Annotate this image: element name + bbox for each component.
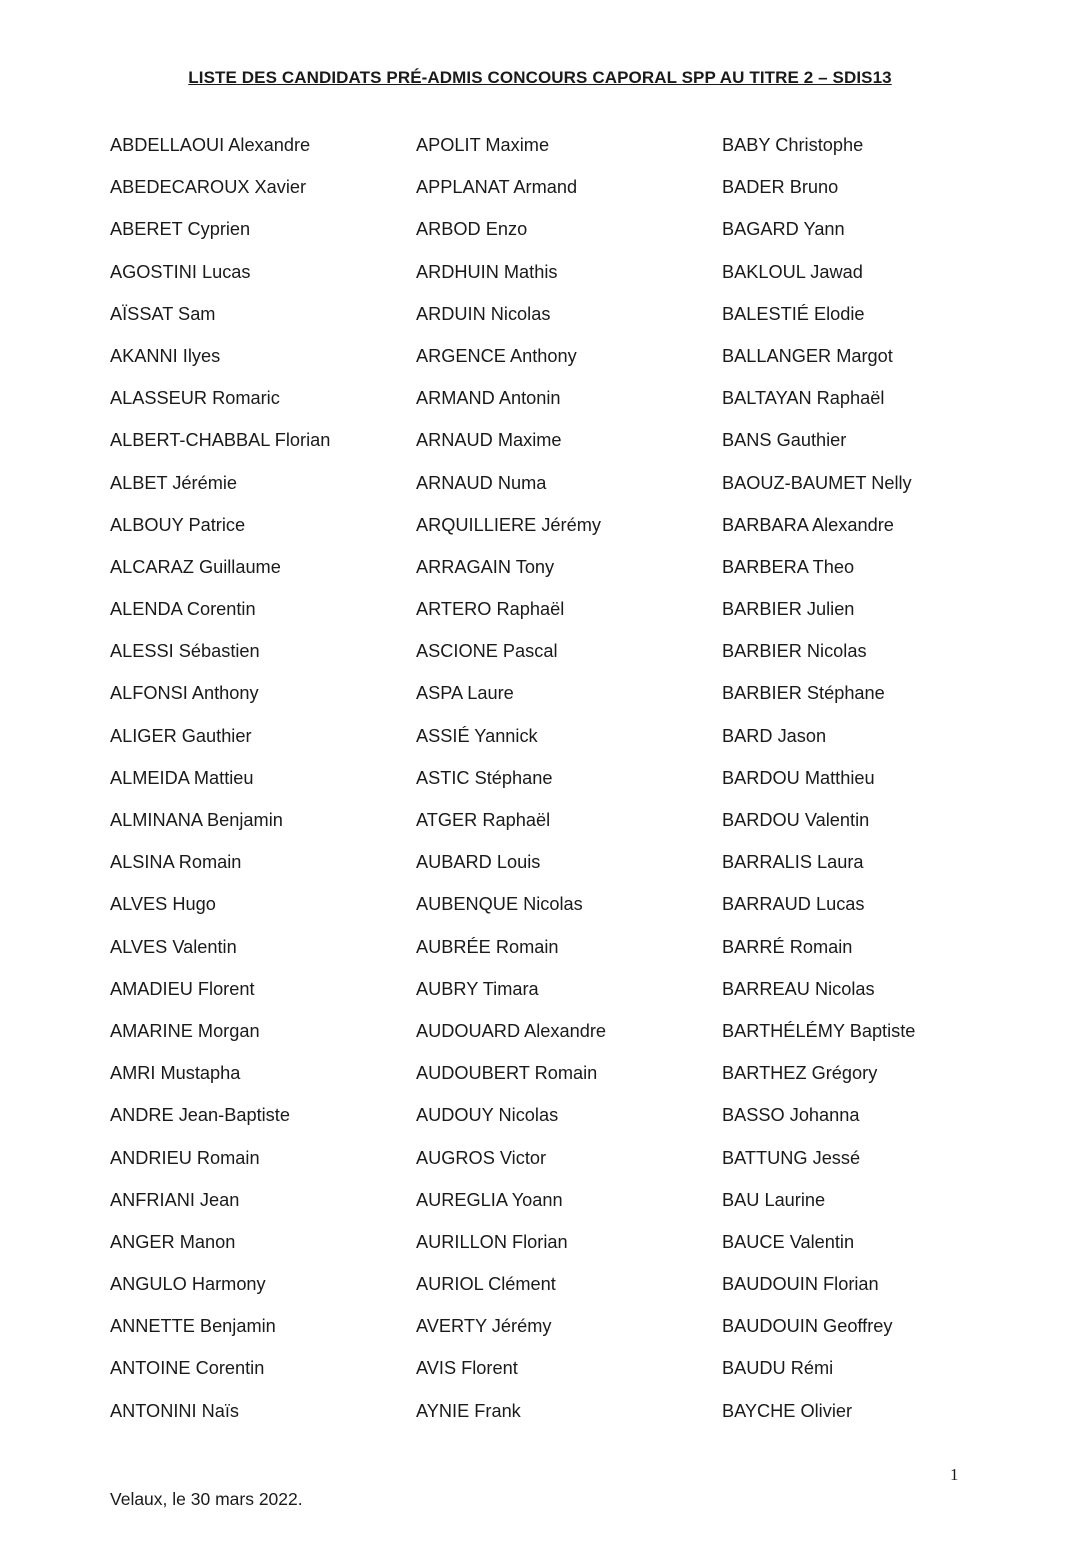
candidate-name: AMRI Mustapha bbox=[110, 1063, 241, 1084]
candidate-name: ATGER Raphaël bbox=[416, 810, 551, 830]
candidate-name: ALBET Jérémie bbox=[110, 472, 238, 493]
name-column-3 bbox=[722, 131, 1022, 1439]
candidate-name: BALESTIÉ Elodie bbox=[722, 303, 865, 324]
candidate-name: BABY Christophe bbox=[722, 135, 864, 155]
candidate-name: ANFRIANI Jean bbox=[110, 1189, 240, 1210]
candidate-name: BARREAU Nicolas bbox=[722, 978, 875, 999]
candidate-name: AUDOUY Nicolas bbox=[416, 1105, 559, 1126]
candidate-name: AUBARD Louis bbox=[416, 852, 541, 873]
candidate-name: ASPA Laure bbox=[416, 683, 514, 704]
candidate-name: ALBERT-CHABBAL Florian bbox=[110, 430, 331, 451]
candidate-name: ALESSI Sébastien bbox=[110, 641, 260, 662]
page-title: LISTE DES CANDIDATS PRÉ-ADMIS CONCOURS CAPORAL SPP AU TITRE 2 – SDIS13 bbox=[188, 68, 892, 87]
candidate-name: ALFONSI Anthony bbox=[110, 683, 259, 704]
candidate-name: AURIOL Clément bbox=[416, 1274, 556, 1295]
candidate-name: ALSINA Romain bbox=[110, 852, 242, 873]
candidate-name: ARQUILLIERE Jérémy bbox=[416, 514, 601, 535]
candidate-name: BAOUZ-BAUMET Nelly bbox=[722, 472, 912, 493]
candidate-name: BAUDOUIN Geoffrey bbox=[722, 1316, 893, 1337]
candidate-name: AUBRÉE Romain bbox=[416, 936, 559, 957]
candidate-name: AUDOUARD Alexandre bbox=[416, 1020, 607, 1041]
candidate-name: ALVES Valentin bbox=[110, 936, 237, 957]
candidate-name: BARBERA Theo bbox=[722, 556, 855, 577]
candidate-name: BARRALIS Laura bbox=[722, 852, 864, 873]
candidate-name: BARDOU Matthieu bbox=[722, 767, 875, 788]
candidate-name: BARRÉ Romain bbox=[722, 936, 853, 957]
candidate-name: BARBIER Julien bbox=[722, 599, 855, 620]
candidate-name: BARD Jason bbox=[722, 725, 827, 746]
candidate-name: AÏSSAT Sam bbox=[110, 303, 216, 324]
candidate-name: BAGARD Yann bbox=[722, 219, 845, 240]
name-column-1 bbox=[110, 131, 410, 1439]
candidate-name: BAYCHE Olivier bbox=[722, 1400, 853, 1421]
candidate-name: BALLANGER Margot bbox=[722, 345, 893, 366]
candidate-name: BARTHÉLÉMY Baptiste bbox=[722, 1020, 916, 1041]
candidate-name: ASCIONE Pascal bbox=[416, 641, 558, 662]
candidate-name: BARRAUD Lucas bbox=[722, 894, 865, 915]
candidate-name: ARNAUD Maxime bbox=[416, 430, 562, 451]
candidate-name: ALMEIDA Mattieu bbox=[110, 767, 254, 788]
candidate-name: ARGENCE Anthony bbox=[416, 345, 577, 366]
candidate-name: AMARINE Morgan bbox=[110, 1020, 260, 1041]
candidate-name: AUREGLIA Yoann bbox=[416, 1189, 563, 1210]
candidate-name: ARMAND Antonin bbox=[416, 388, 561, 409]
candidate-name: BADER Bruno bbox=[722, 177, 839, 198]
candidate-name: APPLANAT Armand bbox=[416, 177, 578, 198]
candidate-name: BAUCE Valentin bbox=[722, 1231, 855, 1252]
candidate-name: ALASSEUR Romaric bbox=[110, 388, 280, 409]
candidate-name: BARBARA Alexandre bbox=[722, 514, 894, 535]
candidate-name: ALBOUY Patrice bbox=[110, 514, 246, 535]
candidate-name: ARRAGAIN Tony bbox=[416, 556, 555, 577]
candidate-name: ABDELLAOUI Alexandre bbox=[110, 135, 311, 155]
candidate-name: BAUDOUIN Florian bbox=[722, 1274, 879, 1295]
candidate-name: BATTUNG Jessé bbox=[722, 1147, 861, 1168]
candidate-name: ALENDA Corentin bbox=[110, 599, 256, 620]
candidate-name: ARDUIN Nicolas bbox=[416, 303, 551, 324]
candidate-name: ANGER Manon bbox=[110, 1231, 236, 1252]
candidate-name: BARDOU Valentin bbox=[722, 810, 870, 830]
candidate-name: BALTAYAN Raphaël bbox=[722, 388, 885, 409]
candidate-name: AUBENQUE Nicolas bbox=[416, 894, 583, 915]
candidate-name: ANTOINE Corentin bbox=[110, 1358, 265, 1379]
candidate-name: ANDRIEU Romain bbox=[110, 1147, 260, 1168]
candidate-name: APOLIT Maxime bbox=[416, 135, 550, 155]
candidate-name: ABERET Cyprien bbox=[110, 219, 251, 240]
name-column-2 bbox=[416, 131, 716, 1439]
candidate-name: BARBIER Stéphane bbox=[722, 683, 885, 704]
candidate-name: ALVES Hugo bbox=[110, 894, 216, 915]
candidate-name: BAU Laurine bbox=[722, 1189, 826, 1210]
candidate-name: AGOSTINI Lucas bbox=[110, 261, 251, 282]
candidate-name: ANTONINI Naïs bbox=[110, 1400, 240, 1421]
candidate-name: ASTIC Stéphane bbox=[416, 767, 553, 788]
candidate-name: ARDHUIN Mathis bbox=[416, 261, 558, 282]
candidate-name: AUGROS Victor bbox=[416, 1147, 547, 1168]
candidate-name: BAUDU Rémi bbox=[722, 1358, 834, 1379]
candidate-name: ARTERO Raphaël bbox=[416, 599, 565, 620]
candidate-name: ABEDECAROUX Xavier bbox=[110, 177, 307, 198]
candidate-name: AKANNI Ilyes bbox=[110, 345, 221, 366]
candidate-name: BAKLOUL Jawad bbox=[722, 261, 863, 282]
candidate-name: BASSO Johanna bbox=[722, 1105, 860, 1126]
footer-place-date: Velaux, le 30 mars 2022. bbox=[110, 1489, 303, 1509]
candidate-name: AVERTY Jérémy bbox=[416, 1316, 552, 1337]
candidate-name: AURILLON Florian bbox=[416, 1231, 568, 1252]
candidate-name: ASSIÉ Yannick bbox=[416, 725, 538, 746]
candidate-name: ANGULO Harmony bbox=[110, 1274, 266, 1295]
candidate-name: ANDRE Jean-Baptiste bbox=[110, 1105, 290, 1126]
candidate-name: ARNAUD Numa bbox=[416, 472, 547, 493]
candidate-name: AUBRY Timara bbox=[416, 978, 539, 999]
candidate-name: AMADIEU Florent bbox=[110, 978, 255, 999]
candidate-name: ANNETTE Benjamin bbox=[110, 1316, 276, 1337]
candidate-name: BANS Gauthier bbox=[722, 430, 847, 451]
candidate-name: ARBOD Enzo bbox=[416, 219, 528, 240]
candidate-name: ALCARAZ Guillaume bbox=[110, 556, 281, 577]
page-number: 1 bbox=[950, 1465, 959, 1484]
candidate-name: AVIS Florent bbox=[416, 1358, 518, 1379]
candidate-name: BARTHEZ Grégory bbox=[722, 1063, 878, 1084]
candidate-name: BARBIER Nicolas bbox=[722, 641, 867, 662]
candidate-name: AUDOUBERT Romain bbox=[416, 1063, 598, 1084]
candidate-name: ALIGER Gauthier bbox=[110, 725, 252, 746]
candidate-name-list bbox=[0, 131, 1080, 1431]
candidate-name: AYNIE Frank bbox=[416, 1400, 521, 1421]
candidate-name: ALMINANA Benjamin bbox=[110, 810, 283, 830]
